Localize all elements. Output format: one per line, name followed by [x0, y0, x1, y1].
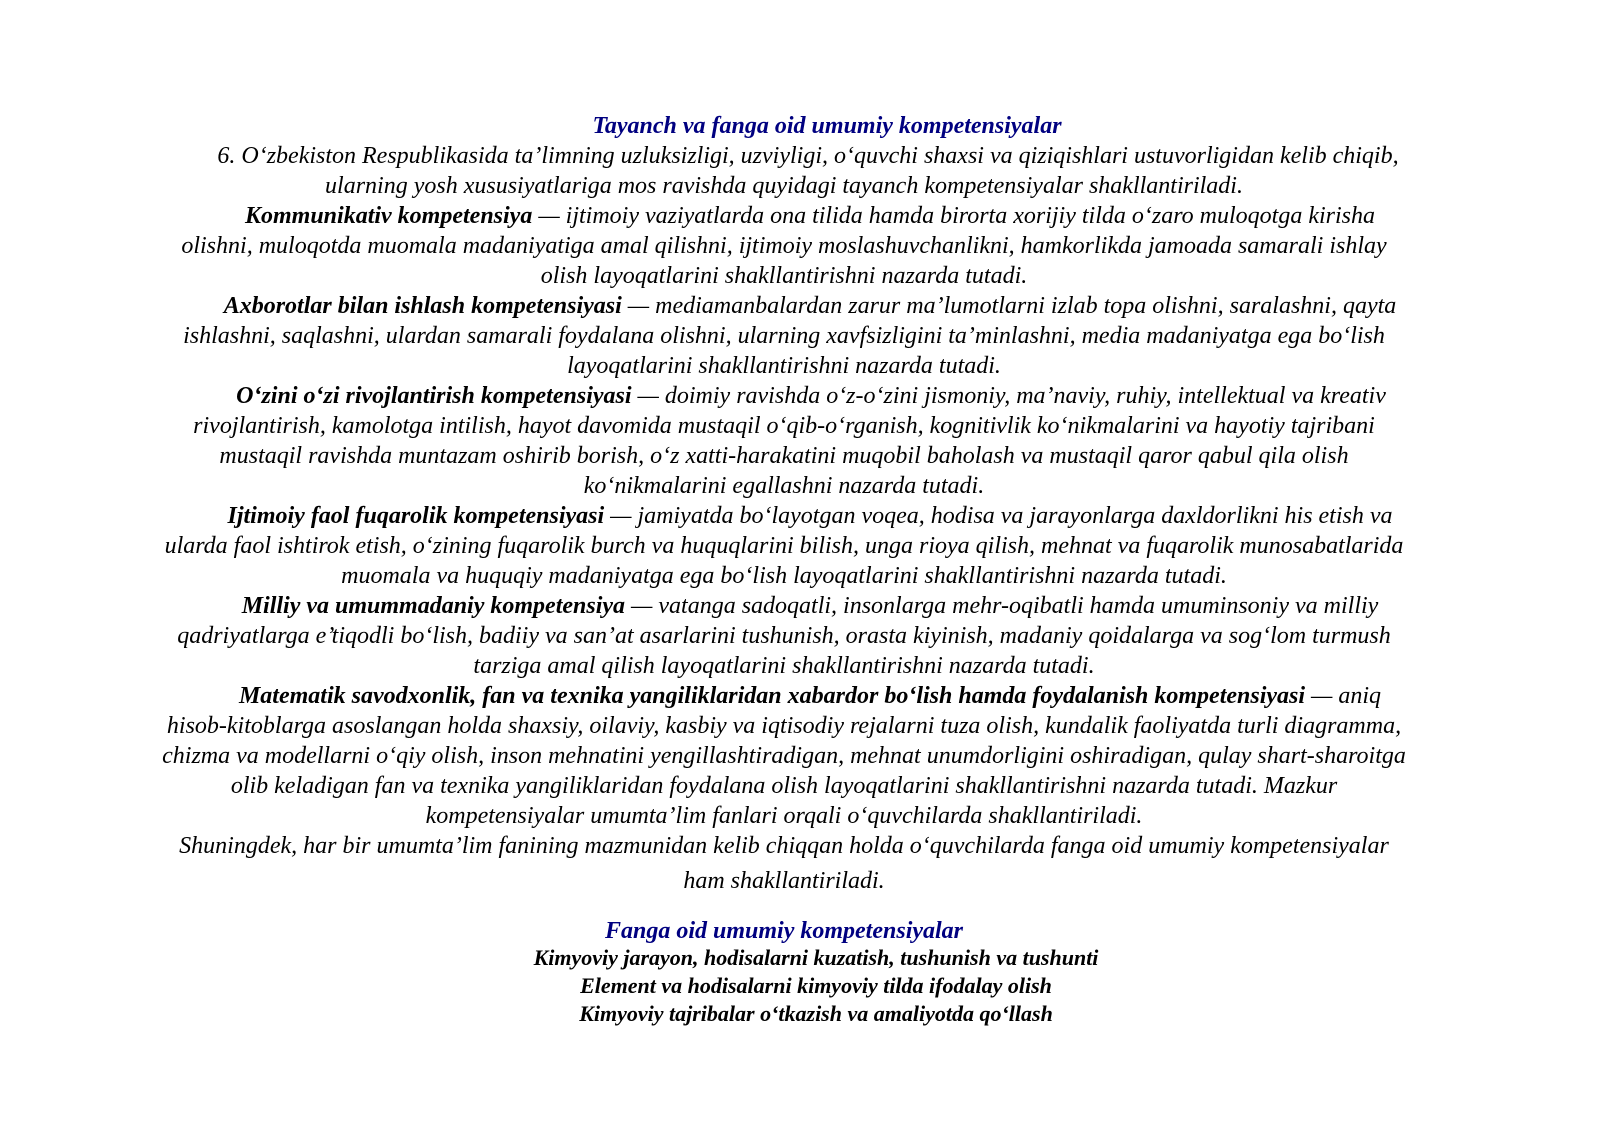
subject-item-1: Kimyoviy jarayon, hodisalarni kuzatish, tushunish va tushunti — [533, 945, 1099, 970]
culture-line-2: qadriyatlarga e’tiqodli bo‘lish, badiiy va san’at asarlarini tushunish, orasta kiyinish, madaniy qoidalarga va sog‘lom turmush — [177, 623, 1391, 649]
section-title-core: Tayanch va fanga oid umumiy kompetensiyalar — [592, 113, 1062, 139]
math-term: Matematik savodxonlik, fan va texnika yangiliklaridan xabardor bo‘lish hamda foydalanish kompetensiyasi — [238, 683, 1306, 709]
self-line-2: rivojlantirish, kamolotga intilish, hayot davomida mustaqil o‘qib-o‘rganish, kognitivlik ko‘nikmalarini va hayotiy tajribani — [193, 413, 1375, 439]
civic-line-3: muomala va huquqiy madaniyatga ega bo‘lish layoqatlarini shakllantirishni nazarda tutadi. — [341, 563, 1227, 589]
self-line-3: mustaqil ravishda muntazam oshirib borish, o‘z xatti-harakatini muqobil baholash va mustaqil qaror qabul qila olish — [219, 443, 1349, 469]
also-line-2: ham shakllantiriladi. — [683, 868, 885, 894]
self-term: O‘zini o‘zi rivojlantirish kompetensiyasi — [236, 383, 632, 409]
self-line-4: ko‘nikmalarini egallashni nazarda tutadi. — [583, 473, 985, 499]
culture-text-1: — vatanga sadoqatli, insonlarga mehr-oqibatli hamda umuminsoniy va milliy — [625, 593, 1379, 619]
civic-line-1 — [10, 501, 1600, 531]
math-line-1 — [10, 681, 1600, 711]
math-line-5: kompetensiyalar umumta’lim fanlari orqali o‘quvchilarda shakllantiriladi. — [425, 803, 1143, 829]
math-line-2: hisob-kitoblarga asoslangan holda shaxsiy, oilaviy, kasbiy va iqtisodiy rejalarni tuza olish, kundalik faoliyatda turli diagramma, — [166, 713, 1402, 739]
civic-term: Ijtimoiy faol fuqarolik kompetensiyasi — [227, 503, 605, 529]
culture-term: Milliy va umummadaniy kompetensiya — [241, 593, 626, 619]
self-line-1 — [11, 381, 1600, 411]
civic-text-1: — jamiyatda bo‘layotgan voqea, hodisa va jarayonlarga daxldorlikni his etish va — [604, 503, 1393, 529]
intro-line-2: ularning yosh xususiyatlariga mos ravishda quyidagi tayanch kompetensiyalar shakllantiriladi. — [325, 173, 1243, 199]
comm-term: Kommunikativ kompetensiya — [244, 203, 533, 229]
comm-text-1: — ijtimoiy vaziyatlarda ona tilida hamda birorta xorijiy tilda o‘zaro muloqotga kirisha — [532, 203, 1375, 229]
subject-item-3: Kimyoviy tajribalar o‘tkazish va amaliyotda qo‘llash — [579, 1001, 1053, 1026]
comm-line-1 — [10, 201, 1600, 231]
info-line-3: layoqatlarini shakllantirishni nazarda tutadi. — [567, 353, 1001, 379]
info-line-1 — [10, 291, 1600, 321]
intro-line-1: 6. O‘zbekiston Respublikasida ta’limning uzluksizligi, uzviyligi, o‘quvchi shaxsi va qiziqishlari ustuvorligidan kelib chiqib, — [217, 143, 1399, 169]
subject-item-2: Element va hodisalarni kimyoviy tilda ifodalay olish — [580, 973, 1052, 998]
info-term: Axborotlar bilan ishlash kompetensiyasi — [223, 293, 622, 319]
comm-line-2: olishni, muloqotda muomala madaniyatiga amal qilishni, ijtimoiy moslashuvchanlikni, hamkorlikda jamoada samarali ishlay — [181, 233, 1387, 259]
self-text-1: — doimiy ravishda o‘z-o‘zini jismoniy, ma’naviy, ruhiy, intellektual va kreativ — [631, 383, 1386, 409]
math-text-1: — aniq — [1305, 683, 1382, 709]
section-title-subject: Fanga oid umumiy kompetensiyalar — [604, 918, 964, 944]
civic-line-2: ularda faol ishtirok etish, o‘zining fuqarolik burch va huquqlarini bilish, unga rioya qilish, mehnat va fuqarolik munosabatlarida — [164, 533, 1404, 559]
culture-line-3: tarziga amal qilish layoqatlarini shakllantirishni nazarda tutadi. — [473, 653, 1095, 679]
info-line-2: ishlashni, saqlashni, ulardan samarali foydalana olishni, ularning xavfsizligini ta’minlashni, media madaniyatga ega bo‘lish — [183, 323, 1385, 349]
comm-line-3: olish layoqatlarini shakllantirishni nazarda tutadi. — [540, 263, 1028, 289]
culture-line-1 — [10, 591, 1600, 621]
info-text-1: — mediamanbalardan zarur ma’lumotlarni izlab topa olishni, saralashni, qayta — [621, 293, 1397, 319]
math-line-3: chizma va modellarni o‘qiy olish, inson mehnatini yengillashtiradigan, mehnat unumdorligini oshiradigan, qulay shart-sharoitga — [162, 743, 1406, 769]
also-line-1: Shuningdek, har bir umumta’lim fanining mazmunidan kelib chiqqan holda o‘quvchilarda fanga oid umumiy kompetensiyalar — [179, 833, 1389, 859]
math-line-4: olib keladigan fan va texnika yangiliklaridan foydalana olish layoqatlarini shakllantirishni nazarda tutadi. Mazkur — [230, 773, 1338, 799]
